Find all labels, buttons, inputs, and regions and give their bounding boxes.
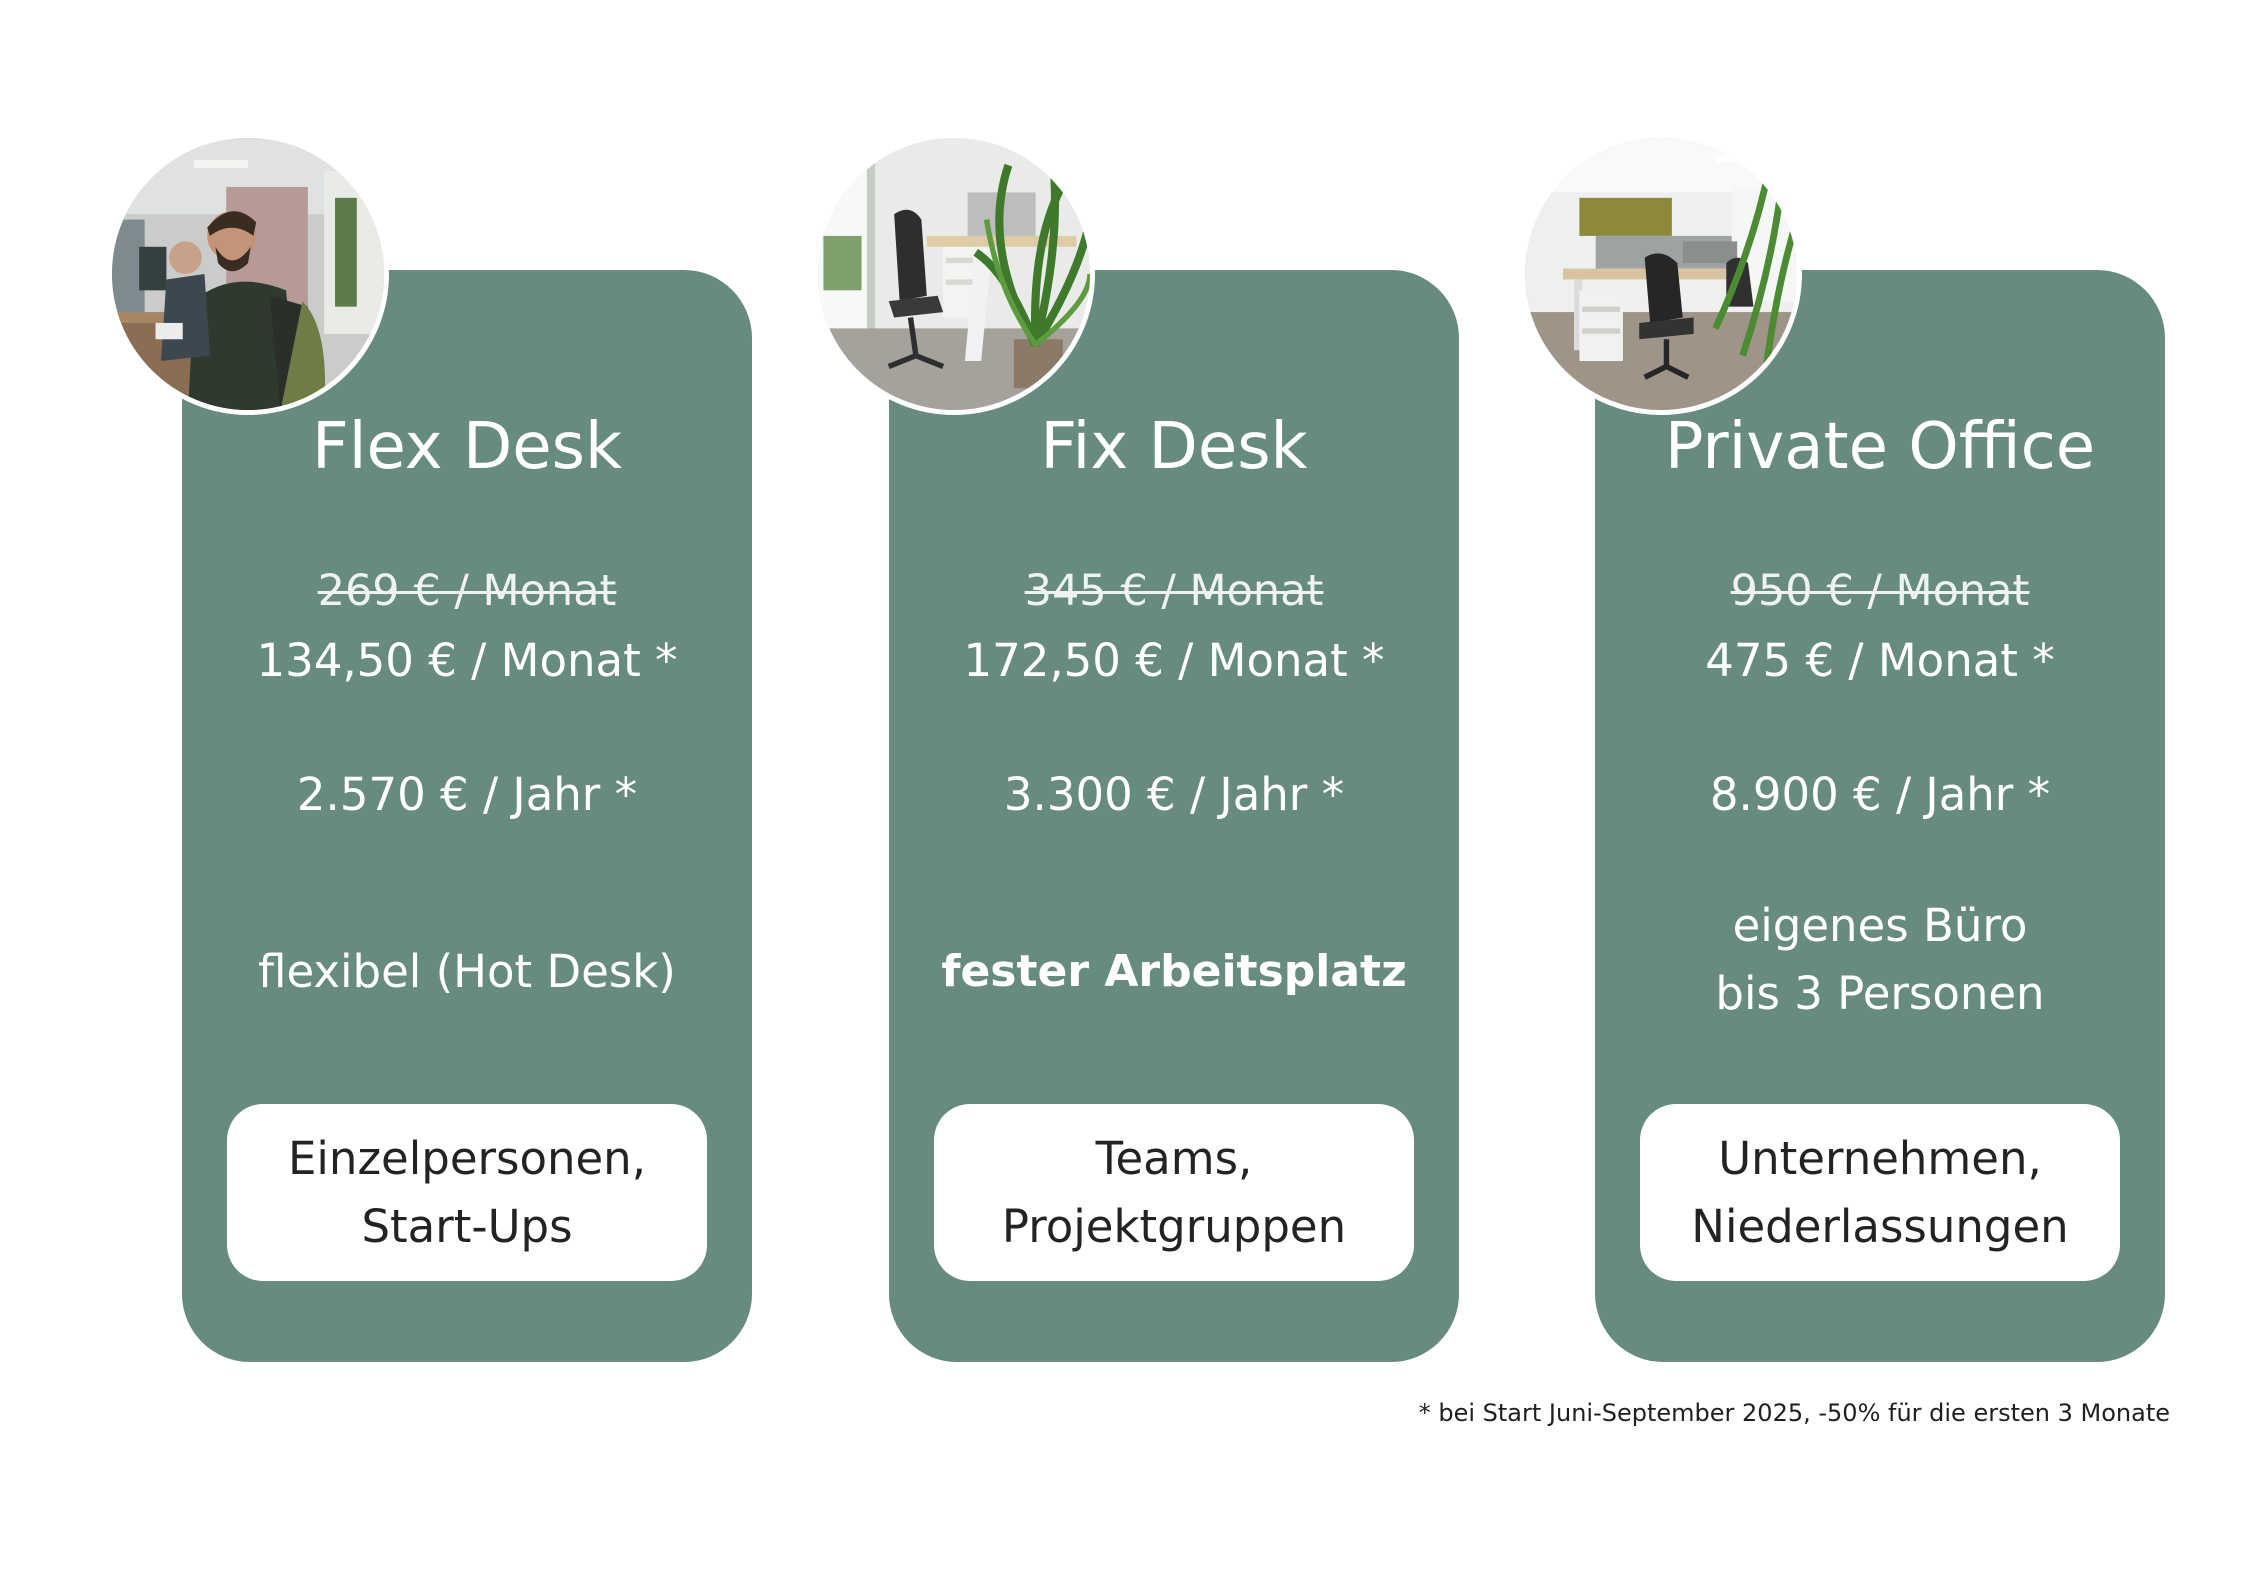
feature-line: bis 3 Personen [1715, 967, 2045, 1020]
old-price: 345 € / Monat [1024, 566, 1324, 616]
feature-description [1595, 892, 2165, 1028]
yearly-price: 2.570 € / Jahr * [296, 768, 638, 821]
pricing-card-flex-desk [182, 270, 752, 1362]
audience-box [934, 1104, 1414, 1281]
monthly-price: 172,50 € / Monat * [963, 634, 1385, 687]
card-title: Fix Desk [1040, 410, 1308, 484]
feature-line: eigenes Büro [1732, 899, 2028, 952]
old-price: 269 € / Monat [317, 566, 617, 616]
old-price: 950 € / Monat [1730, 566, 2030, 616]
monthly-price: 475 € / Monat * [1705, 634, 2055, 687]
card-title: Private Office [1664, 410, 2096, 484]
coworkers-at-desk-photo [107, 133, 389, 415]
pricing-card-fix-desk [889, 270, 1459, 1362]
feature-description [889, 938, 1459, 1006]
audience-line: Teams, [1095, 1131, 1253, 1185]
audience-box [227, 1104, 707, 1281]
yearly-price: 3.300 € / Jahr * [1003, 768, 1345, 821]
private-office-photo [1520, 133, 1802, 415]
audience-line: Unternehmen, [1718, 1131, 2042, 1185]
footnote: * bei Start Juni-September 2025, -50% für die ersten 3 Monate [1418, 1399, 2170, 1427]
audience-line: Start-Ups [361, 1199, 573, 1253]
audience-line: Einzelpersonen, [287, 1131, 647, 1185]
pricing-card-private-office [1595, 270, 2165, 1362]
monthly-price: 134,50 € / Monat * [256, 634, 678, 687]
yearly-price: 8.900 € / Jahr * [1709, 768, 2051, 821]
audience-line: Niederlassungen [1691, 1199, 2069, 1253]
audience-box [1640, 1104, 2120, 1281]
feature-line: fester Arbeitsplatz [941, 946, 1407, 997]
audience-line: Projektgruppen [1001, 1199, 1347, 1253]
desk-with-plant-photo [813, 133, 1095, 415]
card-title: Flex Desk [311, 410, 623, 484]
feature-line: flexibel (Hot Desk) [258, 945, 676, 998]
feature-description [182, 938, 752, 1006]
